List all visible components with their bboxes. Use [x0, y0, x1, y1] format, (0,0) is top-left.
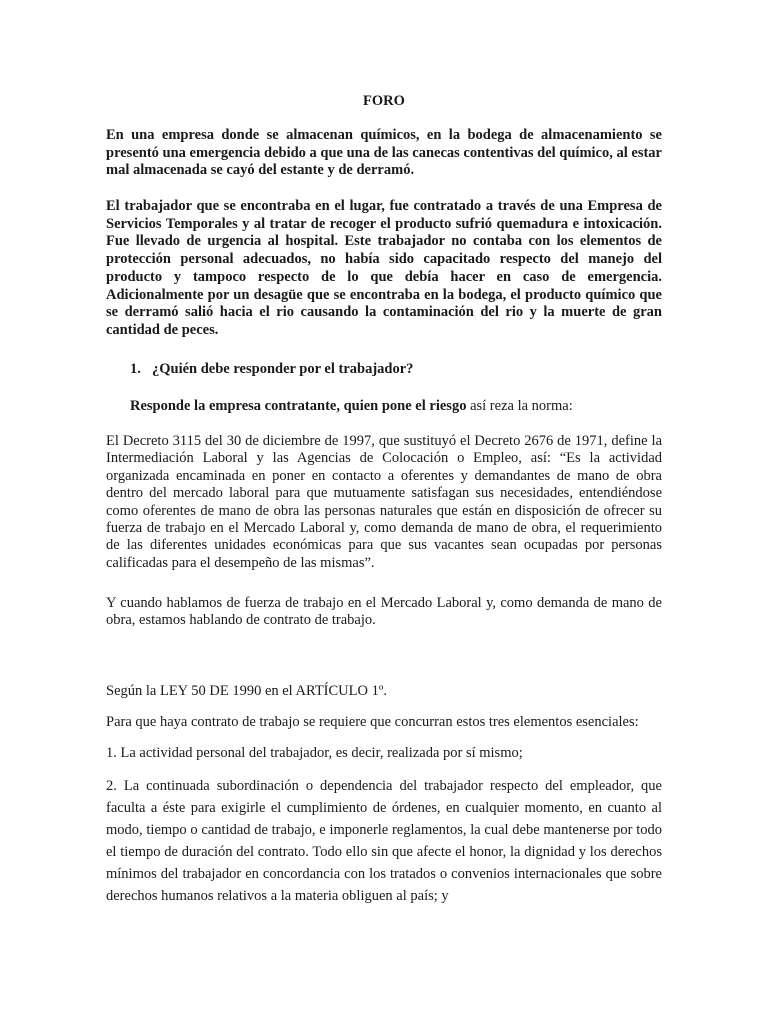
question-number: 1.	[130, 361, 141, 377]
element-2: 2. La continuada subordinación o dependencia del trabajador respecto del empleador, que faculta a éste para exigirle el cumplimiento de órdenes, en cualquier momento, en cuanto al modo, tiempo o cantidad de trabajo, e imponerle reglamentos, la cual debe mantenerse por todo el tiempo de duración del contrato. Todo ello sin que afecte el honor, la dignidad y los derechos mínimos del trabajador en concordancia con los tratados o convenios internacionales que sobre derechos humanos relativos a la materia obliguen al país; y	[106, 778, 662, 904]
intro-paragraph: En una empresa donde se almacenan químicos, en la bodega de almacenamiento se presentó una emergencia debido a que una de las canecas contentivas del químico, al estar mal almacenada se cayó del estante y de derramó.	[106, 127, 662, 179]
document-page	[106, 0, 662, 1024]
decree-paragraph: El Decreto 3115 del 30 de diciembre de 1997, que sustituyó el Decreto 2676 de 1971, define la Intermediación Laboral y las Agencias de Colocación o Empleo, así: “Es la actividad organizada encaminada en poner en contacto a oferentes y demandantes de mano de obra dentro del mercado laboral para que mutuamente satisfagan sus necesidades, entendiéndose como oferentes de mano de obra las personas naturales que están en disposición de ofrecer su fuerza de trabajo en el Mercado Laboral y, como demanda de mano de obra, el requerimiento de las diferentes unidades económicas para que sus vacantes sean ocupadas por personas calificadas para el desempeño de las mismas”.	[106, 433, 662, 571]
law-reference: Según la LEY 50 DE 1990 en el ARTÍCULO 1º.	[106, 683, 387, 699]
document-title: FORO	[363, 93, 405, 109]
answer-bold-text: Responde la empresa contratante, quien pone el riesgo	[130, 398, 467, 414]
question-text: ¿Quién debe responder por el trabajador?	[152, 361, 414, 377]
labor-force-paragraph: Y cuando hablamos de fuerza de trabajo en el Mercado Laboral y, como demanda de mano de obra, estamos hablando de contrato de trabajo.	[106, 595, 662, 629]
answer-line	[130, 397, 573, 415]
case-paragraph: El trabajador que se encontraba en el lugar, fue contratado a través de una Empresa de Servicios Temporales y al tratar de recoger el producto sufrió quemadura e intoxicación. Fue llevado de urgencia al hospital. Este trabajador no contaba con los elementos de protección personal adecuados, no había sido capacitado respecto del manejo del producto y tampoco respecto de lo que debía hacer en caso de emergencia. Adicionalmente por un desagüe que se encontraba en la bodega, el producto químico que se derramó salió hacia el rio causando la contaminación del rio y la muerte de gran cantidad de peces.	[106, 198, 662, 338]
answer-rest-text: así reza la norma:	[466, 398, 573, 414]
elements-intro: Para que haya contrato de trabajo se requiere que concurran estos tres elementos esenciales:	[106, 714, 639, 730]
question-item	[130, 360, 413, 378]
element-1: 1. La actividad personal del trabajador, es decir, realizada por sí mismo;	[106, 745, 523, 761]
